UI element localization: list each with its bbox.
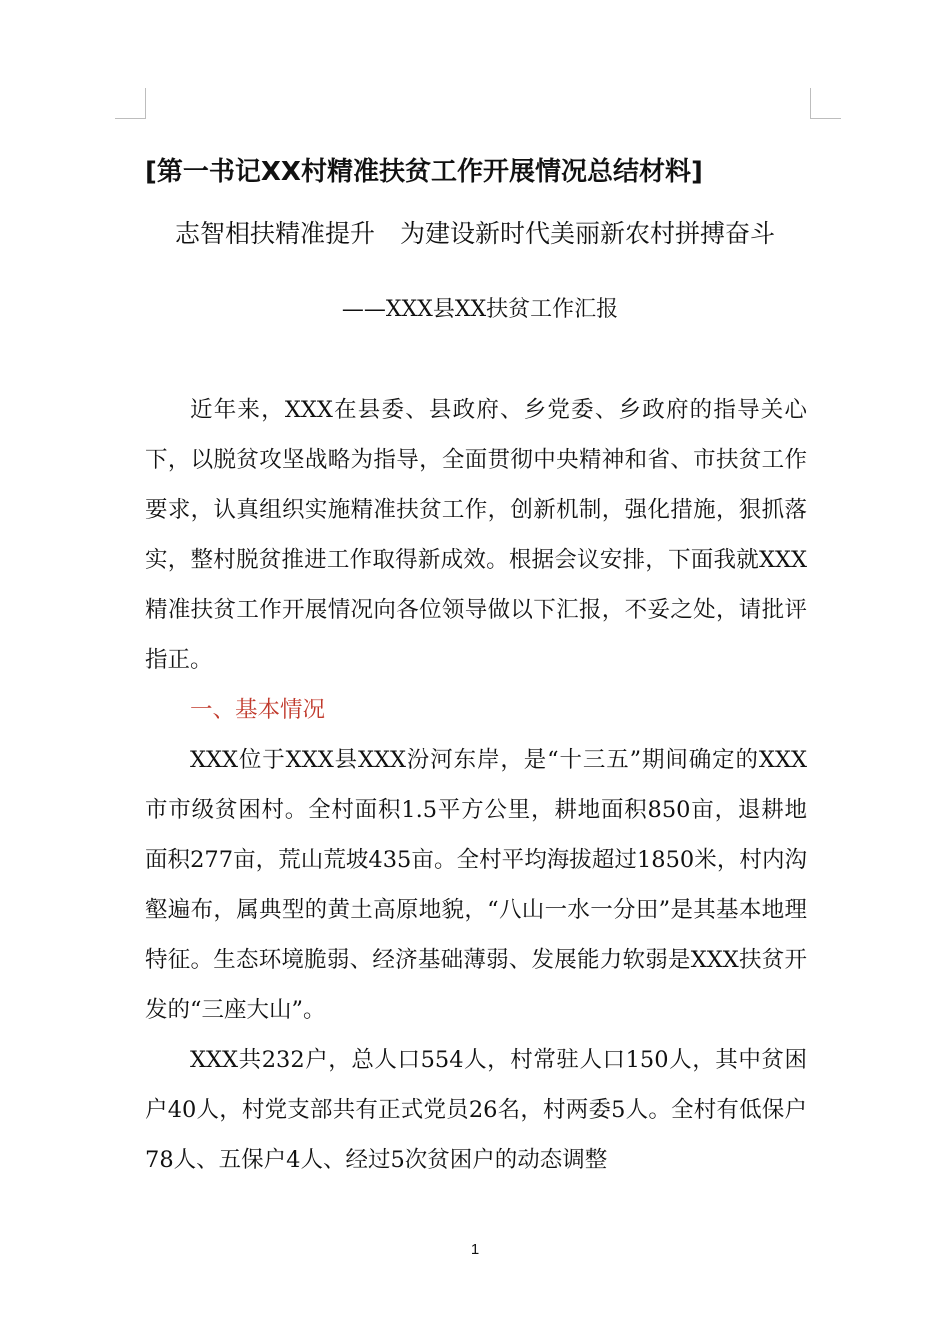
main-title: 志智相扶精准提升 为建设新时代美丽新农村拼搏奋斗 <box>174 219 775 248</box>
document-body <box>145 385 807 1185</box>
document-title: [第一书记XX村精准扶贫工作开展情况总结材料] <box>145 157 703 187</box>
section-paragraph-1: XXX位于XXX县XXX汾河东岸，是“十三五”期间确定的XXX市市级贫困村。全村面积1.5平方公里，耕地面积850亩，退耕地面积277亩，荒山荒坡435亩。全村平均海拔超过1850米，村内沟壑遍布，属典型的黄土高原地貌，“八山一水一分田”是其基本地理特征。生态环境脆弱、经济基础薄弱、发展能力软弱是XXX扶贫开发的“三座大山”。 <box>145 747 807 1023</box>
section-heading: 一、基本情况 <box>190 697 326 723</box>
subtitle: ——XXX县XX扶贫工作汇报 <box>341 297 619 322</box>
margin-corner-mark-right <box>810 88 841 119</box>
page-number: 1 <box>470 1241 480 1258</box>
intro-paragraph: 近年来，XXX在县委、县政府、乡党委、乡政府的指导关心下，以脱贫攻坚战略为指导，全面贯彻中央精神和省、市扶贫工作要求，认真组织实施精准扶贫工作，创新机制，强化措施，狠抓落实，整村脱贫推进工作取得新成效。根据会议安排，下面我就XXX精准扶贫工作开展情况向各位领导做以下汇报，不妥之处，请批评指正。 <box>145 397 807 673</box>
section-paragraph-2: XXX共232户，总人口554人，村常驻人口150人，其中贫困户40人，村党支部共有正式党员26名，村两委5人。全村有低保户78人、五保户4人、经过5次贫困户的动态调整 <box>145 1047 807 1173</box>
margin-corner-mark-left <box>115 88 146 119</box>
